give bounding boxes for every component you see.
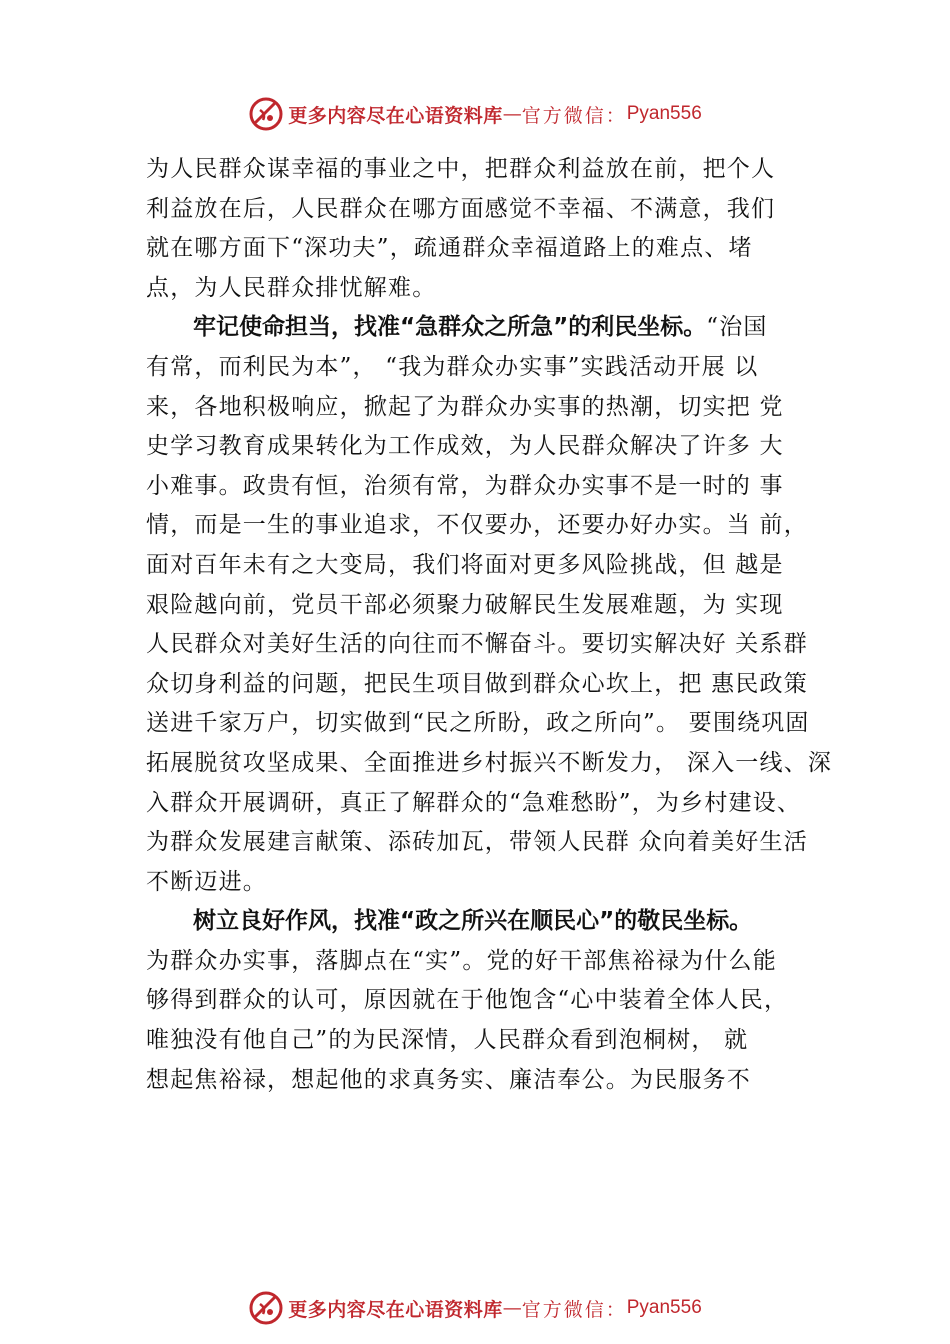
text-line: 入群众开展调研，真正了解群众的“急难愁盼”，为乡村建设、 xyxy=(146,789,802,816)
text-line: 史学习教育成果转化为工作成效，为人民群众解决了许多 大 xyxy=(146,433,784,460)
text-line: 众切身利益的问题，把民生项目做到群众心坎上，把 惠民政策 xyxy=(146,670,808,697)
text-line: 人民群众对美好生活的向往而不懈奋斗。要切实解决好 关系群 xyxy=(146,631,808,658)
brand-dash: — xyxy=(502,103,522,125)
text-line: 想起焦裕禄，想起他的求真务实、廉洁奉公。为民服务不 xyxy=(146,1066,751,1093)
paragraph-3 xyxy=(146,902,836,1100)
paragraph-heading-line xyxy=(146,902,836,942)
page-footer xyxy=(0,1288,950,1328)
wechat-id: Pyan556 xyxy=(626,103,702,124)
text-line: 面对百年未有之大变局，我们将面对更多风险挑战，但 越是 xyxy=(146,551,784,578)
text-line: 为人民群众谋幸福的事业之中，把群众利益放在前，把个人 xyxy=(146,156,776,182)
paragraph-heading-line xyxy=(146,308,836,348)
paragraph-2 xyxy=(146,308,836,902)
brand-dash: — xyxy=(502,1297,522,1319)
text-line: 就在哪方面下“深功夫”，疏通群众幸福道路上的难点、堵 xyxy=(146,235,753,262)
wechat-label: 官方微信： xyxy=(521,1298,627,1321)
page-header xyxy=(0,94,950,134)
logo-icon xyxy=(248,1290,284,1326)
logo-icon xyxy=(248,96,284,132)
text-line: 情，而是一生的事业追求，不仅要办，还要办好办实。当 前， xyxy=(146,512,808,539)
text-line: 艰险越向前，党员干部必须聚力破解民生发展难题，为 实现 xyxy=(146,591,784,618)
text-line: 拓展脱贫攻坚成果、全面推进乡村振兴不断发力， 深入一线、深 xyxy=(146,749,833,776)
text-line: 点，为人民群众排忧解难。 xyxy=(146,274,437,301)
text-line: 唯独没有他自己”的为民深情，人民群众看到泡桐树， 就 xyxy=(146,1027,749,1054)
wechat-id: Pyan556 xyxy=(626,1297,702,1318)
document-body xyxy=(146,150,836,1100)
wechat-label: 官方微信： xyxy=(521,104,627,127)
text-line: 有常，而利民为本”， “我为群众办实事”实践活动开展 以 xyxy=(146,353,759,380)
paragraph-heading: 树立良好作风，找准“政之所兴在顺民心”的敬民坐标。 xyxy=(193,908,753,935)
text-line: 为群众办实事，落脚点在“实”。党的好干部焦裕禄为什么能 xyxy=(146,947,777,974)
text-line: 为群众发展建言献策、添砖加瓦，带领人民群 众向着美好生活 xyxy=(146,829,808,856)
text-fragment: “治国 xyxy=(706,314,768,341)
text-line: 利益放在后，人民群众在哪方面感觉不幸福、不满意，我们 xyxy=(146,195,776,222)
paragraph-heading: 牢记使命担当，找准“急群众之所急”的利民坐标。 xyxy=(193,314,707,341)
text-line: 小难事。政贵有恒，治须有常，为群众办实事不是一时的 事 xyxy=(146,472,784,499)
text-line: 送进千家万户，切实做到“民之所盼，政之所向”。 要围绕巩固 xyxy=(146,710,810,737)
brand-text: 更多内容尽在心语资料库 xyxy=(288,104,503,127)
text-line: 不断迈进。 xyxy=(146,868,267,895)
text-line: 够得到群众的认可，原因就在于他饱含“心中装着全体人民， xyxy=(146,987,789,1014)
brand-text: 更多内容尽在心语资料库 xyxy=(288,1298,503,1321)
paragraph-1 xyxy=(146,150,836,308)
text-line: 来，各地积极响应，掀起了为群众办实事的热潮，切实把 党 xyxy=(146,393,784,420)
